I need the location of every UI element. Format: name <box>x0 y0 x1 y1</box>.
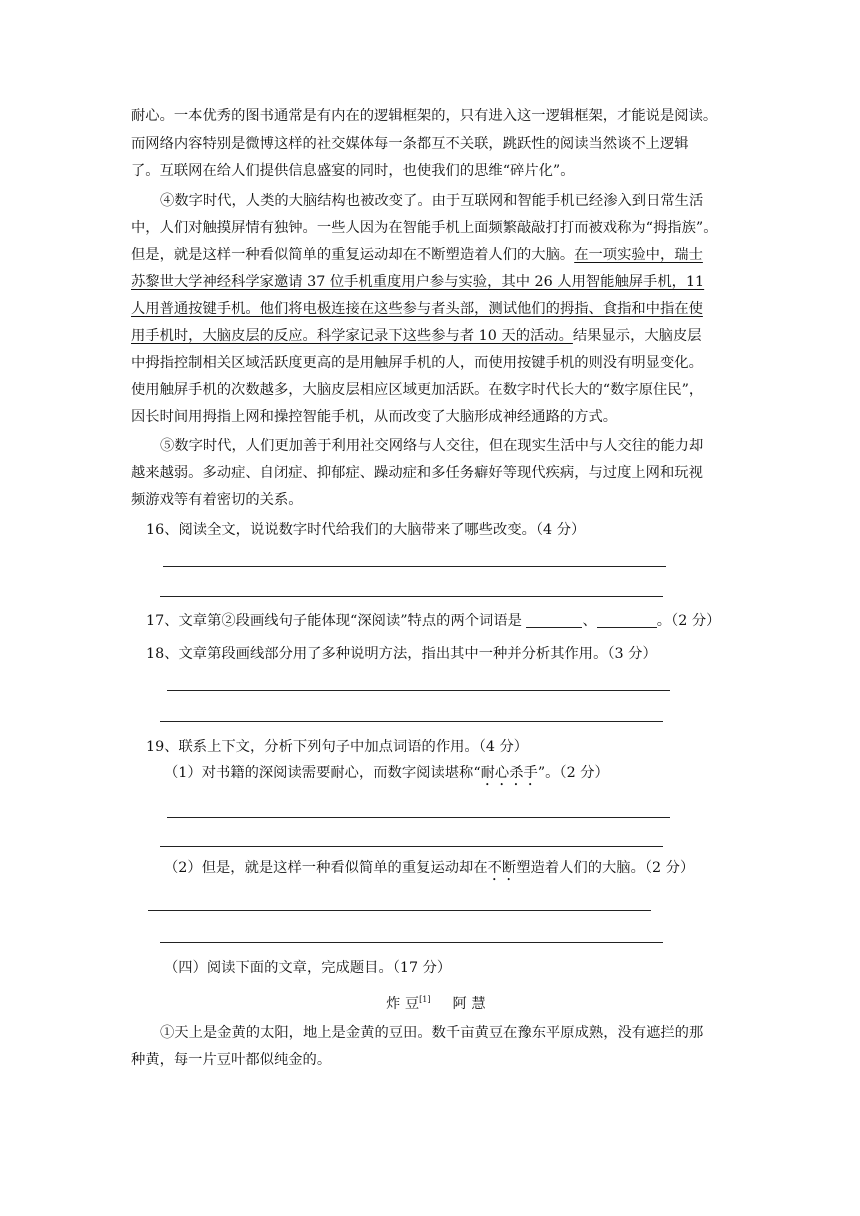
question-17-sep: 、 <box>582 613 597 629</box>
answer-line[interactable] <box>160 942 663 943</box>
question-17-text: 17、文章第②段画线句子能体现“深阅读”特点的两个词语是 <box>146 613 527 629</box>
para1-line1: ①天上是金黄的太阳，地上是金黄的豆田。数千亩黄豆在豫东平原成熟，没有遮拦的那 <box>160 1025 704 1041</box>
underlined-sentence: 在一项实验中，瑞士 <box>574 247 703 263</box>
para3-line3: 了。互联网在给人们提供信息盛宴的同时，也使我们的思维“碎片化”。 <box>131 163 575 179</box>
underlined-sentence-end: 用手机时，大脑皮层的反应。科学家记录下这些参与者 10 天的活动。 <box>131 328 573 344</box>
para4-line9: 因长时间用拇指上网和操控智能手机，从而改变了大脑形成神经通路的方式。 <box>131 409 618 425</box>
answer-line[interactable] <box>163 566 666 567</box>
para4-line7: 中拇指控制相关区域活跃度更高的是用触屏手机的人，而使用按键手机的则没有明显变化。 <box>131 355 703 371</box>
answer-line[interactable] <box>148 910 651 911</box>
para4-line3 <box>131 245 703 265</box>
para5-line1: ⑤数字时代，人们更加善于利用社交网络与人交往，但在现实生活中与人交往的能力却 <box>160 438 704 454</box>
blank-field[interactable] <box>597 613 657 628</box>
question-18: 18、文章第段画线部分用了多种说明方法，指出其中一种并分析其作用。（3 分） <box>146 646 657 662</box>
blank-field[interactable] <box>526 613 582 628</box>
question-19: 19、联系上下文，分析下列句子中加点词语的作用。（4 分） <box>146 739 529 755</box>
article-title: 炸 豆 <box>386 996 420 1012</box>
para4-line6 <box>131 326 702 346</box>
para4-line3-text: 但是，就是这样一种看似简单的重复运动却在不断塑造着人们的大脑。 <box>131 247 575 263</box>
question-17 <box>146 611 720 631</box>
question-19-2-score: 塑造着人们的大脑。（2 分） <box>516 860 695 876</box>
question-19-2 <box>164 858 694 884</box>
para3-line2: 而网络内容特别是微博这样的社交媒体每一条都互不关联，跳跃性的阅读当然谈不上逻辑 <box>131 136 689 152</box>
question-19-1 <box>164 763 609 789</box>
para4-line6-text: 结果显示，大脑皮层 <box>572 328 702 344</box>
dotted-word: 不断 <box>487 860 517 876</box>
question-19-1-score: ”。（2 分） <box>537 765 609 781</box>
article-author: 阿 慧 <box>452 996 486 1012</box>
para4-line2: 中，人们对触摸屏情有独钟。一些人因为在智能手机上面频繁敲敲打打而被戏称为“拇指族”。 <box>131 220 718 236</box>
question-17-score: 。（2 分） <box>656 613 721 629</box>
dotted-word: 耐心杀手 <box>480 765 538 781</box>
section-4-heading: （四）阅读下面的文章，完成题目。（17 分） <box>164 960 452 976</box>
article-title-line <box>386 990 486 1014</box>
question-16: 16、阅读全文，说说数字时代给我们的大脑带来了哪些改变。（4 分） <box>146 522 586 538</box>
answer-line[interactable] <box>167 690 670 691</box>
para4-line1: ④数字时代，人类的大脑结构也被改变了。由于互联网和智能手机已经渗入到日常生活 <box>160 193 704 209</box>
para4-line8: 使用触屏手机的次数越多，大脑皮层相应区域更加活跃。在数字时代长大的“数字原住民”， <box>131 382 704 398</box>
para5-line2: 越来越弱。多动症、自闭症、抑郁症、躁动症和多任务癖好等现代疾病，与过度上网和玩视 <box>131 465 703 481</box>
footnote-mark[interactable]: [1] <box>419 995 431 1004</box>
para3-line1: 耐心。一本优秀的图书通常是有内在的逻辑框架的，只有进入这一逻辑框架，才能说是阅读。 <box>131 108 718 124</box>
question-19-2-text: （2）但是，就是这样一种看似简单的重复运动却在 <box>164 860 488 876</box>
answer-line[interactable] <box>160 846 663 847</box>
answer-line[interactable] <box>167 817 670 818</box>
para4-line5: 人用普通按键手机。他们将电极连接在这些参与者头部，测试他们的拇指、食指和中指在使 <box>131 301 703 317</box>
para4-line4: 苏黎世大学神经科学家邀请 37 位手机重度用户参与实验，其中 26 人用智能触屏手机，11 <box>131 274 705 290</box>
para5-line3: 频游戏等有着密切的关系。 <box>131 492 303 508</box>
question-19-1-text: （1）对书籍的深阅读需要耐心，而数字阅读堪称“ <box>164 765 481 781</box>
answer-line[interactable] <box>160 596 663 597</box>
answer-line[interactable] <box>160 721 663 722</box>
para1-line2: 种黄，每一片豆叶都似纯金的。 <box>131 1052 332 1068</box>
